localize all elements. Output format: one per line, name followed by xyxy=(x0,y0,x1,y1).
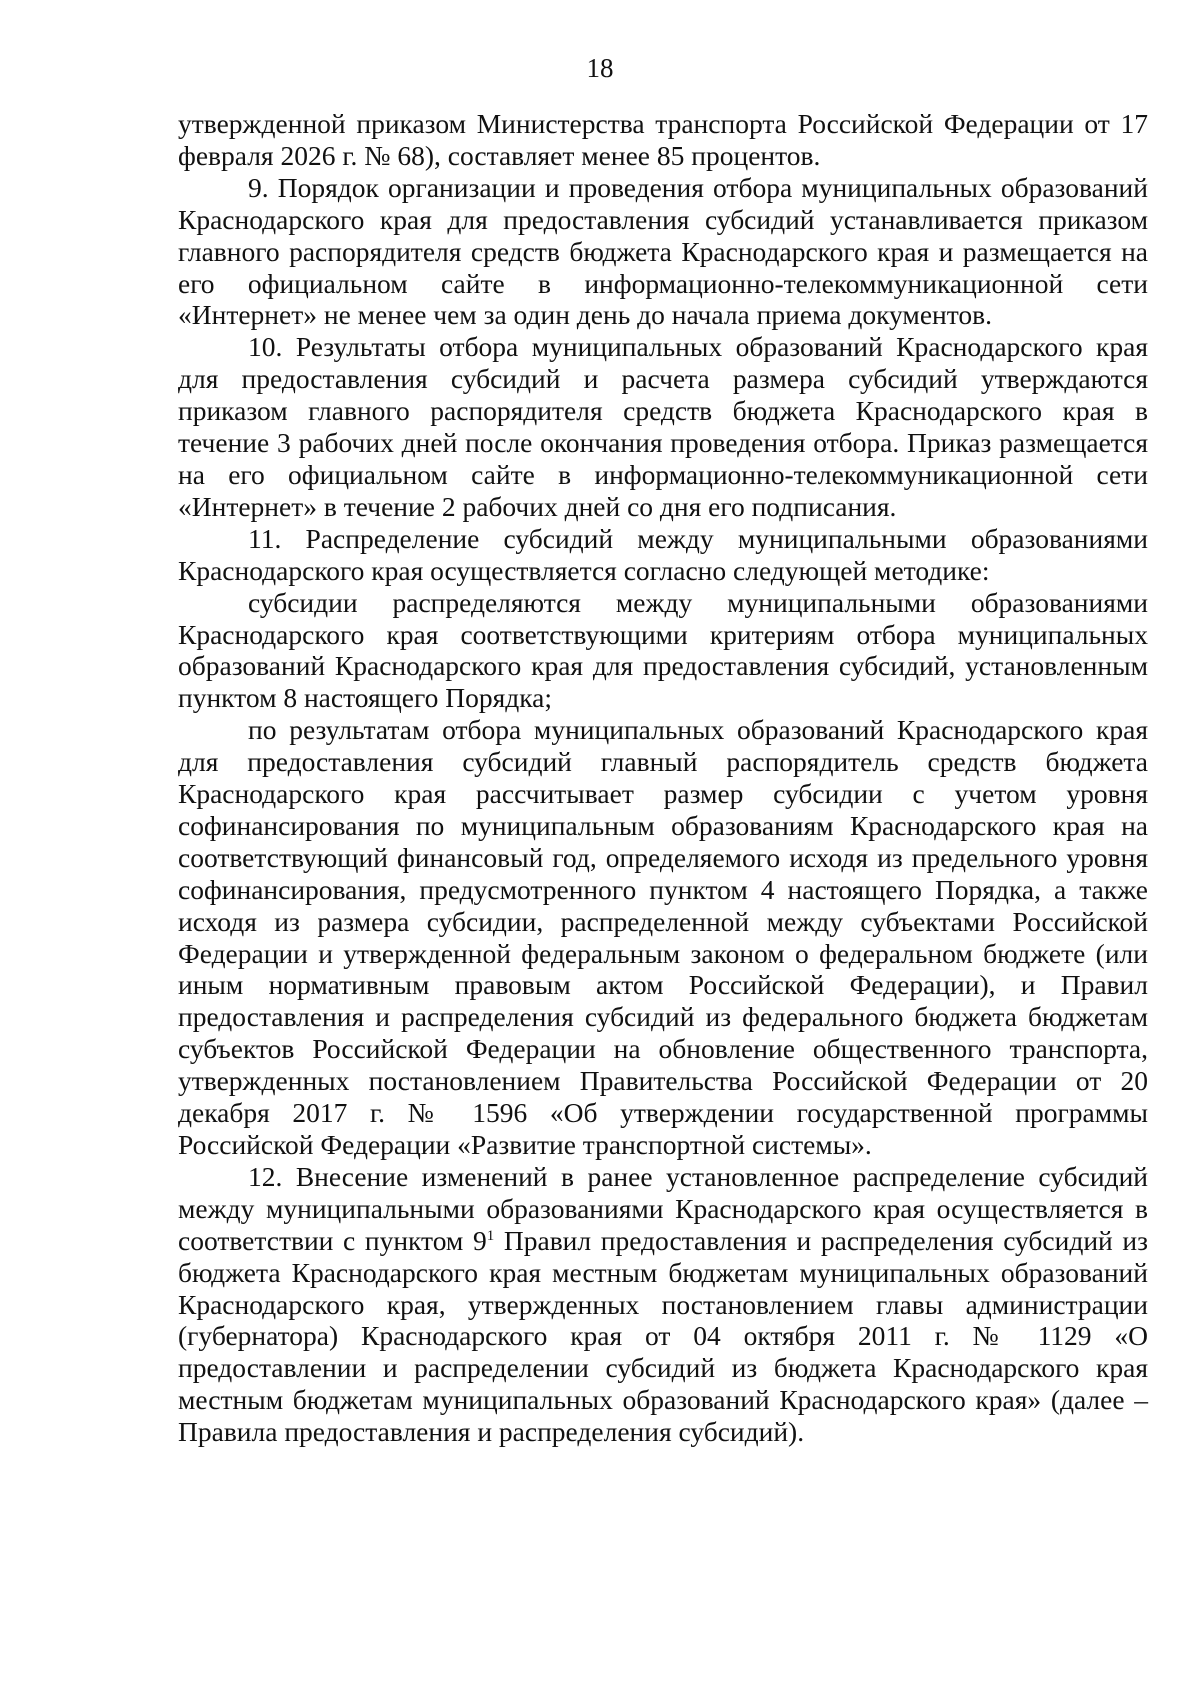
paragraph-continuation: утвержденной приказом Министерства транспорта Российской Федерации от 17 февраля 2026 г. № 68), составляет менее 85 процентов. xyxy=(178,108,1148,171)
page-number: 18 xyxy=(586,53,614,83)
paragraph-10: 10. Результаты отбора муниципальных образований Краснодарского края для предоставления субсидий и расчета размера субсидий утверждаются приказом главного распорядителя средств бюджета Краснодарского края в течение 3 рабочих дней после окончания проведения отбора. Приказ размещается на его официальном сайте в информационно-телекоммуникационной сети «Интернет» в течение 2 рабочих дней со дня его подписания. xyxy=(178,331,1148,522)
paragraph-11-item-1: субсидии распределяются между муниципальными образованиями Краснодарского края соответствующими критериям отбора муниципальных образований Краснодарского края для предоставления субсидий, установленным пунктом 8 настоящего Порядка; xyxy=(178,586,1148,714)
paragraph-12 xyxy=(178,1161,1148,1448)
document-body xyxy=(178,108,1148,1448)
paragraph-12-text-start: 12. Внесение изменений в ранее установленное распределение субсидий между муниципальными образованиями Краснодарского края осуществляется в соответствии с пунктом 9 xyxy=(178,1160,1148,1256)
paragraph-11-item-2: по результатам отбора муниципальных образований Краснодарского края для предоставления субсидий главный распорядитель средств бюджета Краснодарского края рассчитывает размер субсидии с учетом уровня софинансирования по муниципальным образованиям Краснодарского края на соответствующий финансовый год, определяемого исходя из предельного уровня софинансирования, предусмотренного пунктом 4 настоящего Порядка, а также исходя из размера субсидии, распределенной между субъектами Российской Федерации и утвержденной федеральным законом о федеральном бюджете (или иным нормативным правовым актом Российской Федерации), и Правил предоставления и распределения субсидий из федерального бюджета бюджетам субъектов Российской Федерации на обновление общественного транспорта, утвержденных постановлением Правительства Российской Федерации от 20 декабря 2017 г. № 1596 «Об утверждении государственной программы Российской Федерации «Развитие транспортной системы». xyxy=(178,714,1148,1160)
paragraph-11: 11. Распределение субсидий между муниципальными образованиями Краснодарского края осуществляется согласно следующей методике: xyxy=(178,522,1148,586)
paragraph-12-text-end: Правил предоставления и распределения субсидий из бюджета Краснодарского края местным бюджетам муниципальных образований Краснодарского края, утвержденных постановлением главы администрации (губернатора) Краснодарского края от 04 октября 2011 г. № 1129 «О предоставлении и распределении субсидий из бюджета Краснодарского края местным бюджетам муниципальных образований Краснодарского края» (далее – Правила предоставления и распределения субсидий). xyxy=(178,1224,1148,1448)
paragraph-9: 9. Порядок организации и проведения отбора муниципальных образований Краснодарского края для предоставления субсидий устанавливается приказом главного распорядителя средств бюджета Краснодарского края и размещается на его официальном сайте в информационно-телекоммуникационной сети «Интернет» не менее чем за один день до начала приема документов. xyxy=(178,171,1148,331)
superscript-marker: 1 xyxy=(486,1227,495,1244)
